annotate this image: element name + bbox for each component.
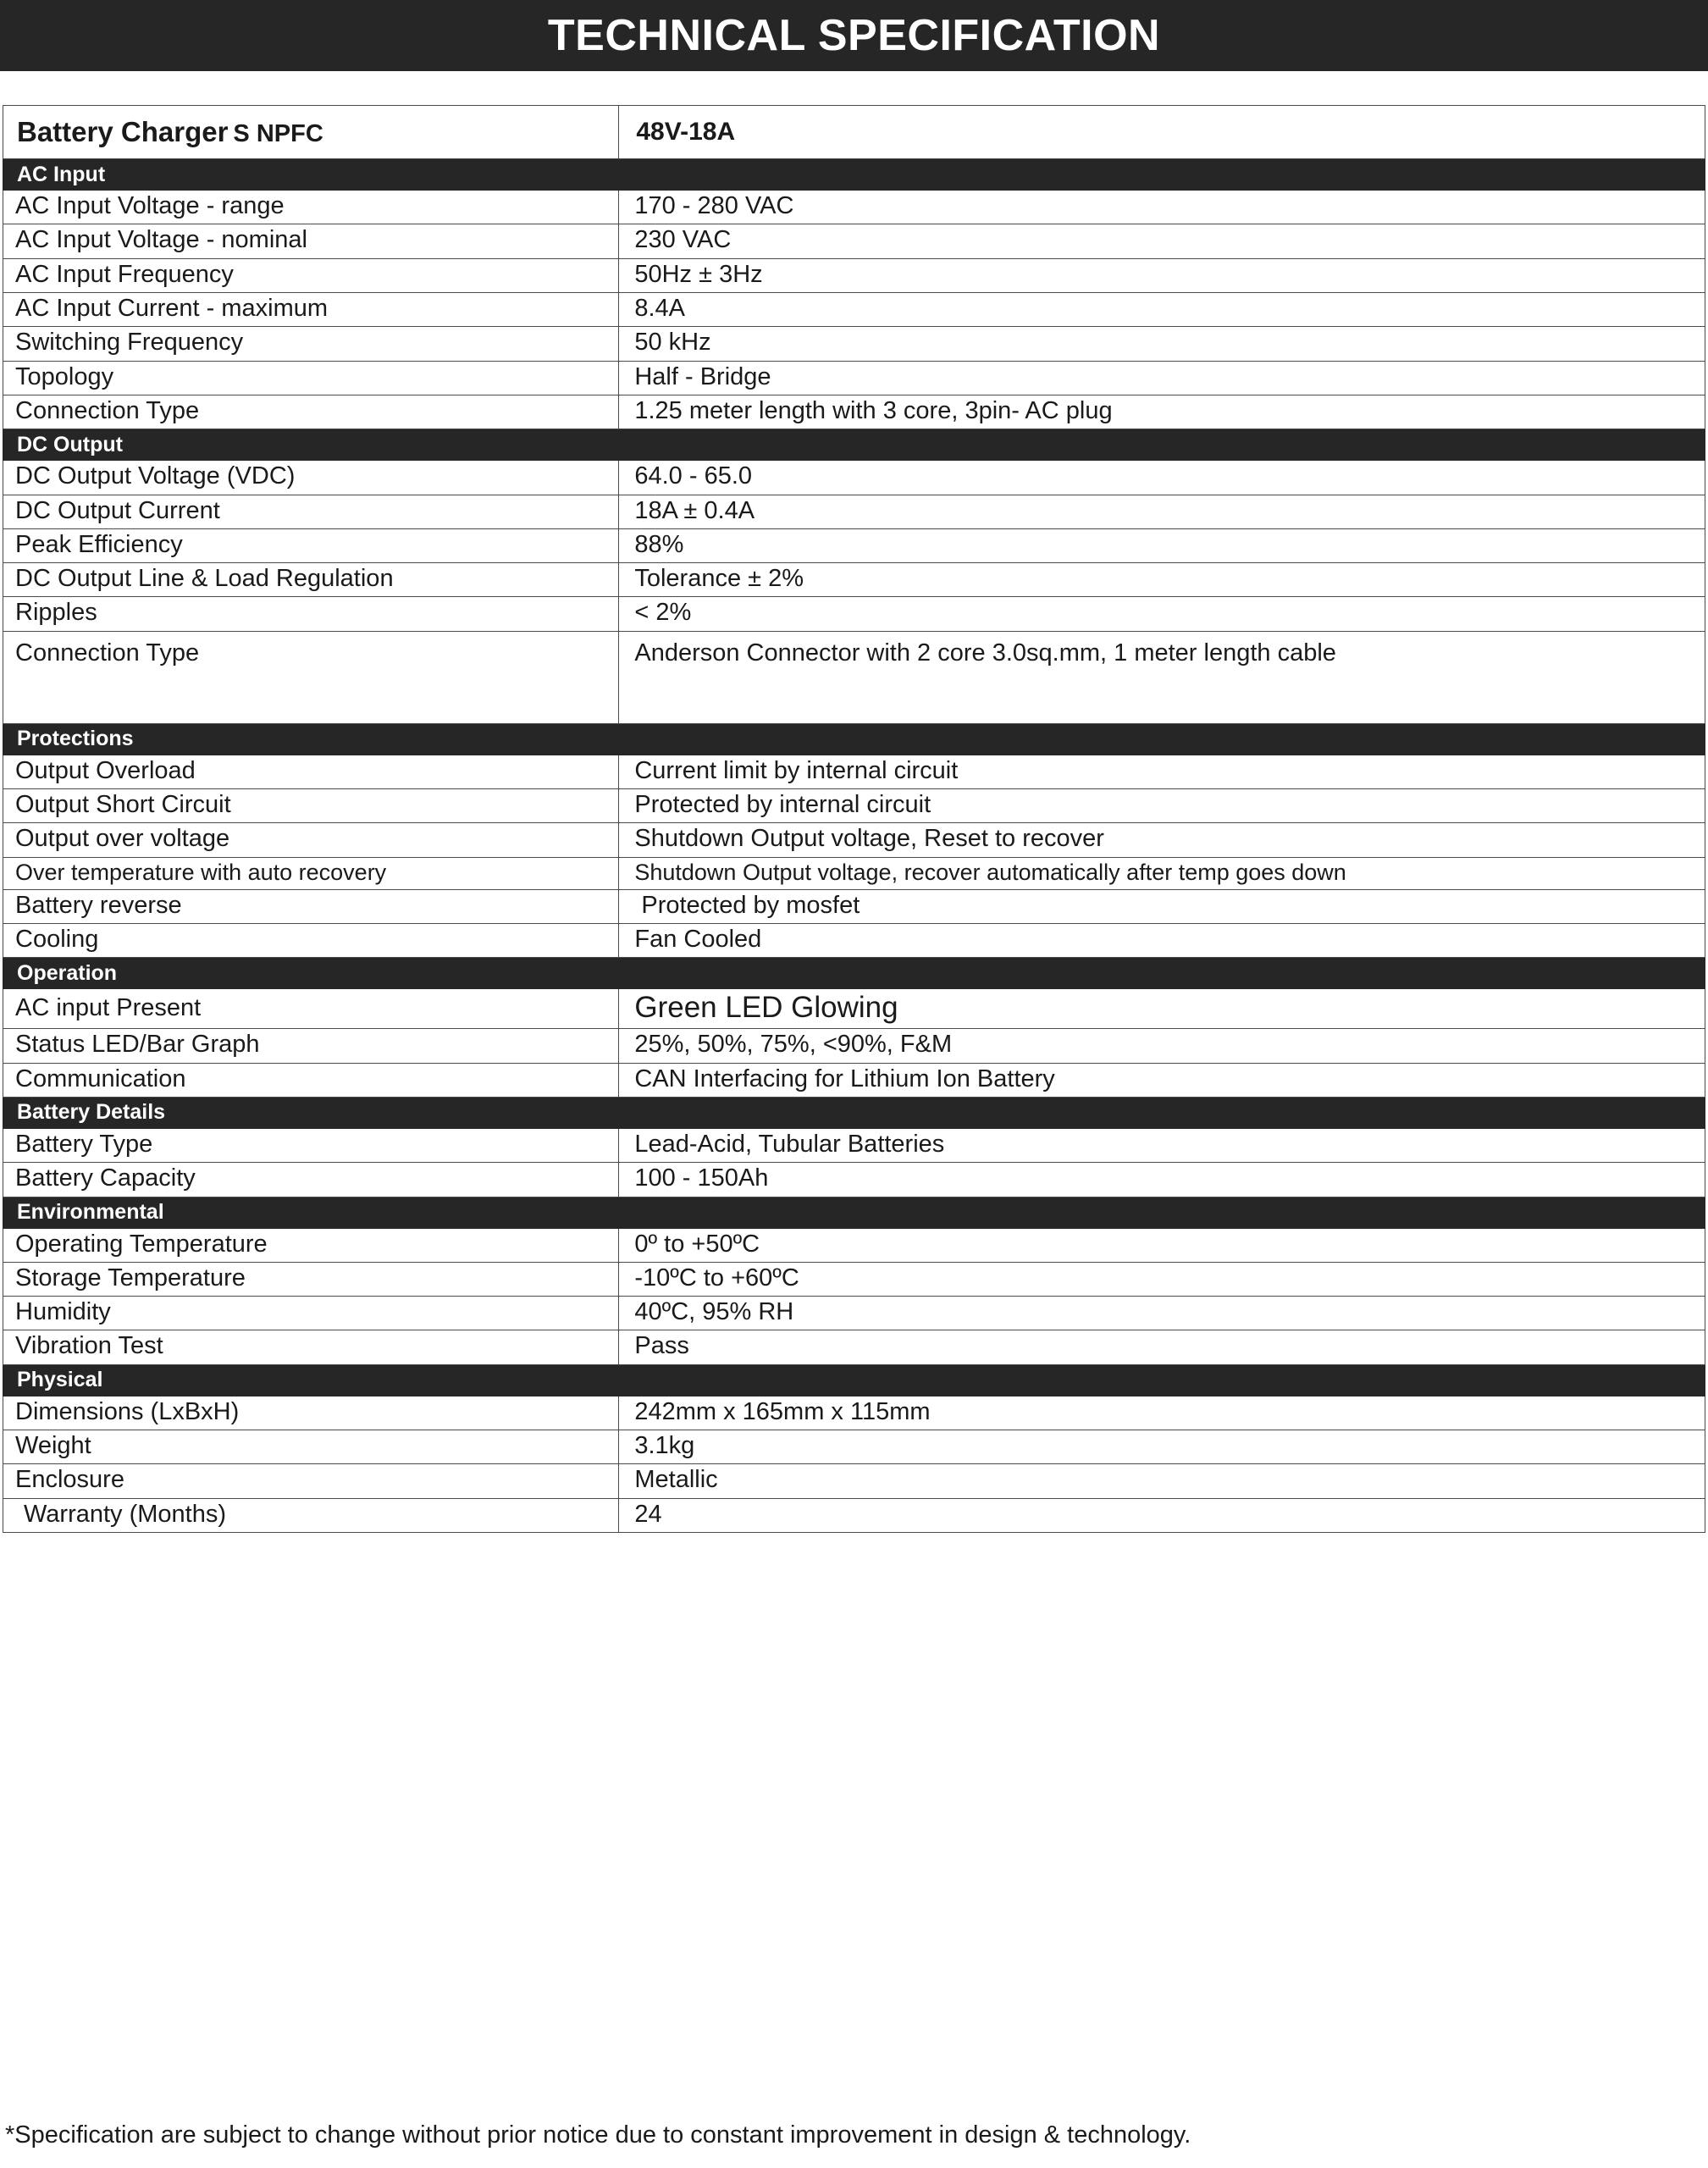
spec-label-cell — [3, 823, 619, 857]
spec-label: Output Short Circuit — [15, 791, 231, 819]
spec-label-cell — [3, 755, 619, 788]
spec-value-cell — [619, 563, 1705, 597]
section-header-cell — [3, 958, 1705, 989]
spec-label-cell — [3, 989, 619, 1029]
spec-row — [3, 857, 1705, 889]
spec-label: Cooling — [15, 926, 99, 954]
spec-label-cell — [3, 1262, 619, 1296]
spec-label: AC input Present — [15, 993, 202, 1021]
product-rating-cell — [619, 106, 1705, 159]
spec-value: Tolerance ± 2% — [634, 565, 804, 593]
spec-value: -10ºC to +60ºC — [634, 1264, 799, 1291]
spec-label-cell — [3, 1297, 619, 1330]
section-header-row — [3, 1097, 1705, 1128]
spec-label-cell — [3, 1029, 619, 1063]
spec-row — [3, 1297, 1705, 1330]
spec-row — [3, 924, 1705, 958]
footnote: *Specification are subject to change without prior notice due to constant improvement in design & technology. — [5, 2121, 1191, 2149]
section-header-cell — [3, 1097, 1705, 1128]
spec-label: AC Input Voltage - nominal — [15, 226, 307, 254]
spec-value: Protected by internal circuit — [634, 791, 931, 819]
spec-label: Battery Capacity — [15, 1164, 196, 1192]
section-title: Protections — [17, 727, 134, 751]
spec-value-cell — [619, 631, 1705, 723]
spec-value: Shutdown Output voltage, Reset to recover — [634, 825, 1104, 853]
spec-value-cell — [619, 1029, 1705, 1063]
specification-table — [3, 105, 1705, 1533]
spec-value-cell — [619, 224, 1705, 258]
spec-value: 8.4A — [634, 294, 686, 322]
spec-row — [3, 823, 1705, 857]
product-rating: 48V-18A — [636, 118, 736, 146]
spec-row — [3, 361, 1705, 395]
product-name-text: Battery Charger — [17, 116, 229, 147]
spec-value: < 2% — [634, 599, 692, 627]
spec-label: Output over voltage — [15, 825, 230, 853]
spec-row — [3, 563, 1705, 597]
spec-row — [3, 1396, 1705, 1430]
spec-label-cell — [3, 327, 619, 361]
section-title: Operation — [17, 960, 118, 985]
spec-value: Current limit by internal circuit — [634, 756, 959, 784]
spec-value: 230 VAC — [634, 226, 732, 254]
spec-value: Shutdown Output voltage, recover automatically after temp goes down — [634, 859, 1346, 885]
page-title: TECHNICAL SPECIFICATION — [547, 11, 1161, 60]
spec-row — [3, 1228, 1705, 1262]
spec-label: Status LED/Bar Graph — [15, 1031, 260, 1059]
spec-value-cell — [619, 1163, 1705, 1197]
spec-label: Switching Frequency — [15, 329, 244, 357]
spec-value-cell — [619, 823, 1705, 857]
product-header-row — [3, 106, 1705, 159]
spec-label: Communication — [15, 1065, 186, 1092]
spec-value-cell — [619, 395, 1705, 429]
spec-value: Fan Cooled — [634, 926, 762, 954]
section-header-cell — [3, 159, 1705, 191]
spec-label-cell — [3, 924, 619, 958]
spec-label: Weight — [15, 1432, 91, 1460]
spec-label-cell — [3, 789, 619, 823]
spec-value-cell — [619, 1430, 1705, 1464]
spec-value: 0º to +50ºC — [634, 1230, 760, 1258]
spec-label: AC Input Current - maximum — [15, 294, 329, 322]
spec-value: 24 — [634, 1500, 662, 1528]
spec-row — [3, 755, 1705, 788]
spec-value: Anderson Connector with 2 core 3.0sq.mm, 1 meter length cable — [634, 639, 1336, 666]
spec-row — [3, 889, 1705, 923]
spec-label-cell — [3, 563, 619, 597]
spec-value-cell — [619, 461, 1705, 495]
section-header-row — [3, 429, 1705, 461]
spec-value-cell — [619, 327, 1705, 361]
spec-label: Humidity — [15, 1298, 111, 1326]
spec-row — [3, 1498, 1705, 1532]
spec-label: Peak Efficiency — [15, 530, 183, 558]
spec-label: Operating Temperature — [15, 1230, 268, 1258]
specification-table-body — [3, 106, 1705, 1533]
spec-value-cell — [619, 1330, 1705, 1364]
spec-label: Warranty (Months) — [24, 1500, 227, 1528]
spec-value: 50Hz ± 3Hz — [634, 260, 763, 288]
spec-value-cell — [619, 528, 1705, 562]
spec-value: 64.0 - 65.0 — [634, 462, 753, 490]
spec-row — [3, 1430, 1705, 1464]
spec-label-cell — [3, 495, 619, 528]
spec-value-cell — [619, 361, 1705, 395]
spec-value: CAN Interfacing for Lithium Ion Battery — [634, 1065, 1055, 1092]
spec-value: 242mm x 165mm x 115mm — [634, 1397, 931, 1425]
spec-value: Lead-Acid, Tubular Batteries — [634, 1130, 945, 1158]
spec-label-cell — [3, 1063, 619, 1097]
spec-label: AC Input Voltage - range — [15, 192, 285, 219]
spec-label: DC Output Voltage (VDC) — [15, 462, 296, 490]
spec-row — [3, 1464, 1705, 1498]
spec-value: Half - Bridge — [634, 362, 771, 390]
spec-label: Over temperature with auto recovery — [15, 859, 387, 885]
spec-value-cell — [619, 1063, 1705, 1097]
spec-label-cell — [3, 597, 619, 631]
spec-value: Protected by mosfet — [641, 891, 860, 919]
spec-label-cell — [3, 1396, 619, 1430]
section-title: DC Output — [17, 432, 123, 456]
product-name — [3, 118, 618, 147]
spec-value-cell — [619, 495, 1705, 528]
spec-label: AC Input Frequency — [15, 260, 234, 288]
spec-row — [3, 989, 1705, 1029]
spec-label: Battery Type — [15, 1130, 153, 1158]
spec-value-cell — [619, 1262, 1705, 1296]
spec-value: 1.25 meter length with 3 core, 3pin- AC plug — [634, 396, 1113, 424]
spec-value: Pass — [634, 1332, 689, 1360]
spec-value-cell — [619, 924, 1705, 958]
section-title: Battery Details — [17, 1100, 166, 1125]
section-header-cell — [3, 1364, 1705, 1396]
section-title: AC Input — [17, 162, 106, 186]
spec-label-cell — [3, 461, 619, 495]
product-model-suffix: S NPFC — [233, 120, 323, 147]
spec-label: Connection Type — [15, 396, 200, 424]
spec-label-cell — [3, 191, 619, 224]
section-header-cell — [3, 429, 1705, 461]
spec-value: 100 - 150Ah — [634, 1164, 769, 1192]
section-header-row — [3, 1197, 1705, 1228]
spec-row — [3, 292, 1705, 326]
spec-value-cell — [619, 258, 1705, 292]
spec-value: 40ºC, 95% RH — [634, 1298, 794, 1326]
spec-label: Storage Temperature — [15, 1264, 246, 1291]
spec-label-cell — [3, 1464, 619, 1498]
spec-row — [3, 327, 1705, 361]
spec-value: 50 kHz — [634, 329, 711, 357]
spec-label-cell — [3, 224, 619, 258]
spec-value-cell — [619, 889, 1705, 923]
spec-label: Enclosure — [15, 1466, 124, 1494]
section-header-row — [3, 159, 1705, 191]
spec-value: 170 - 280 VAC — [634, 192, 794, 219]
spec-value: 3.1kg — [634, 1432, 695, 1460]
spec-row — [3, 258, 1705, 292]
spec-value: Metallic — [634, 1466, 718, 1494]
spec-row — [3, 528, 1705, 562]
spec-row — [3, 461, 1705, 495]
spec-label: DC Output Current — [15, 496, 220, 524]
spec-row — [3, 1029, 1705, 1063]
spec-value: 88% — [634, 530, 684, 558]
section-title: Physical — [17, 1368, 103, 1392]
spec-label-cell — [3, 258, 619, 292]
spec-value-cell — [619, 597, 1705, 631]
section-header-row — [3, 958, 1705, 989]
spec-label: DC Output Line & Load Regulation — [15, 565, 394, 593]
spec-row — [3, 1128, 1705, 1162]
spec-label: Output Overload — [15, 756, 196, 784]
spec-row — [3, 597, 1705, 631]
spec-row — [3, 1262, 1705, 1296]
spec-value-cell — [619, 1297, 1705, 1330]
spec-row — [3, 631, 1705, 723]
spec-value-cell — [619, 292, 1705, 326]
spec-label-cell — [3, 1228, 619, 1262]
spec-value: Green LED Glowing — [634, 991, 898, 1025]
section-header-cell — [3, 723, 1705, 755]
spec-label: Topology — [15, 362, 114, 390]
spec-label: Vibration Test — [15, 1332, 163, 1360]
spec-label-cell — [3, 889, 619, 923]
spec-label-cell — [3, 631, 619, 723]
spec-label-cell — [3, 292, 619, 326]
section-header-row — [3, 1364, 1705, 1396]
spec-label-cell — [3, 1128, 619, 1162]
spec-label-cell — [3, 1163, 619, 1197]
spec-label: Connection Type — [15, 639, 200, 666]
spec-label: Battery reverse — [15, 891, 182, 919]
spec-value-cell — [619, 857, 1705, 889]
spec-value-cell — [619, 1464, 1705, 1498]
spec-value-cell — [619, 1128, 1705, 1162]
spec-value-cell — [619, 1396, 1705, 1430]
spec-value: 25%, 50%, 75%, <90%, F&M — [634, 1031, 953, 1059]
spec-label: Ripples — [15, 599, 97, 627]
spec-label-cell — [3, 361, 619, 395]
spec-value-cell — [619, 191, 1705, 224]
spec-value-cell — [619, 755, 1705, 788]
spec-value: 18A ± 0.4A — [634, 496, 755, 524]
spec-row — [3, 224, 1705, 258]
spec-row — [3, 1163, 1705, 1197]
spec-row — [3, 495, 1705, 528]
spec-value-cell — [619, 1228, 1705, 1262]
spec-label-cell — [3, 528, 619, 562]
section-title: Environmental — [17, 1200, 164, 1225]
section-header-cell — [3, 1197, 1705, 1228]
spec-label-cell — [3, 1430, 619, 1464]
spec-label-cell — [3, 395, 619, 429]
spec-value-cell — [619, 789, 1705, 823]
spec-label: Dimensions (LxBxH) — [15, 1397, 240, 1425]
title-banner — [0, 0, 1708, 71]
spec-value-cell — [619, 1498, 1705, 1532]
product-name-cell — [3, 106, 619, 159]
spec-label-cell — [3, 1498, 619, 1532]
spec-row — [3, 395, 1705, 429]
spec-value-cell — [619, 989, 1705, 1029]
spec-row — [3, 789, 1705, 823]
spec-row — [3, 1063, 1705, 1097]
spec-row — [3, 1330, 1705, 1364]
spec-label-cell — [3, 857, 619, 889]
spec-row — [3, 191, 1705, 224]
section-header-row — [3, 723, 1705, 755]
spec-label-cell — [3, 1330, 619, 1364]
